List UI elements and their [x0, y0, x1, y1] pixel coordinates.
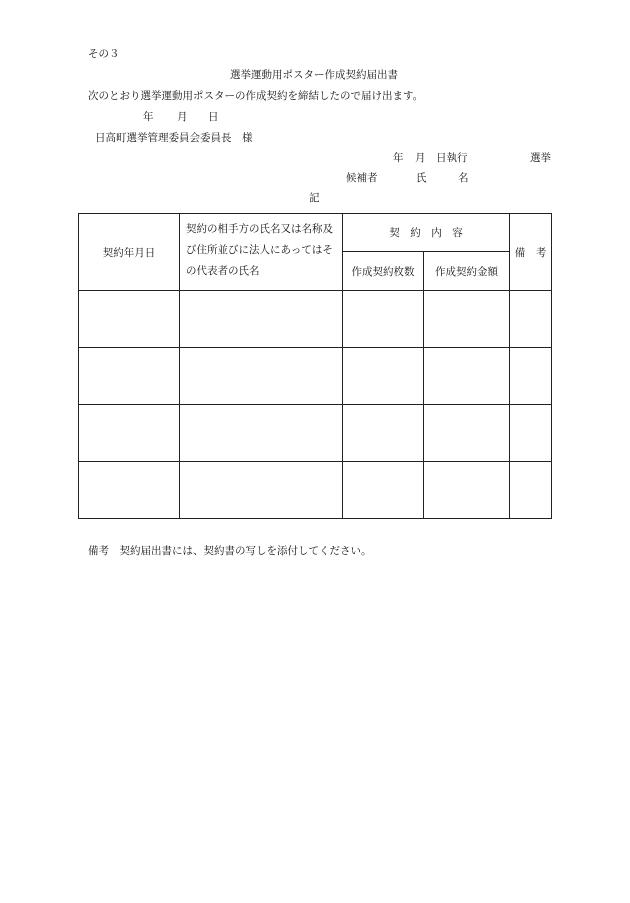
remarks-cell[interactable]	[510, 462, 552, 519]
remarks-cell[interactable]	[510, 291, 552, 348]
date-cell[interactable]	[79, 348, 180, 405]
election-month-label: 月	[415, 152, 426, 164]
date-cell[interactable]	[79, 291, 180, 348]
document-title: 選挙運動用ポスター作成契約届出書	[230, 69, 398, 81]
election-label: 選挙	[530, 152, 551, 164]
submission-month-label: 月	[177, 111, 188, 123]
election-day-held-label: 日執行	[436, 152, 468, 164]
table-header-row	[79, 214, 552, 252]
table-row	[79, 405, 552, 462]
date-cell[interactable]	[79, 405, 180, 462]
count-cell[interactable]	[343, 291, 424, 348]
date-cell[interactable]	[79, 462, 180, 519]
header-contract-date: 契約年月日	[79, 214, 180, 291]
table-row	[79, 348, 552, 405]
election-year-label: 年	[393, 152, 404, 164]
amount-cell[interactable]	[424, 348, 510, 405]
remarks-cell[interactable]	[510, 348, 552, 405]
header-contract-amount: 作成契約金額	[424, 252, 510, 291]
count-cell[interactable]	[343, 405, 424, 462]
footnote: 備考 契約届出書には、契約書の写しを添付してください。	[88, 545, 372, 557]
table-row	[79, 462, 552, 519]
count-cell[interactable]	[343, 348, 424, 405]
candidate-label: 候補者	[346, 172, 378, 184]
header-sheet-count: 作成契約枚数	[343, 252, 424, 291]
amount-cell[interactable]	[424, 405, 510, 462]
addressee: 日高町選挙管理委員会委員長 様	[95, 132, 253, 144]
form-number: その３	[88, 48, 120, 60]
amount-cell[interactable]	[424, 462, 510, 519]
count-cell[interactable]	[343, 462, 424, 519]
submission-day-label: 日	[208, 111, 219, 123]
header-contract-party-text: 契約の相手方の氏名又は名称及び住所並びに法人にあってはその代表者の氏名	[186, 223, 333, 277]
table-row	[79, 291, 552, 348]
submission-year-label: 年	[143, 111, 154, 123]
party-cell[interactable]	[180, 348, 343, 405]
candidate-surname-label: 氏	[416, 172, 427, 184]
amount-cell[interactable]	[424, 291, 510, 348]
party-cell[interactable]	[180, 405, 343, 462]
header-contract-party	[180, 214, 343, 291]
candidate-given-name-label: 名	[458, 172, 469, 184]
header-contract-content: 契 約 内 容	[343, 214, 510, 252]
party-cell[interactable]	[180, 462, 343, 519]
remarks-cell[interactable]	[510, 405, 552, 462]
header-remarks: 備 考	[510, 214, 552, 291]
ki-heading: 記	[309, 192, 320, 204]
party-cell[interactable]	[180, 291, 343, 348]
contract-table	[78, 213, 552, 519]
intro-text: 次のとおり選挙運動用ポスターの作成契約を締結したので届け出ます。	[88, 90, 424, 102]
